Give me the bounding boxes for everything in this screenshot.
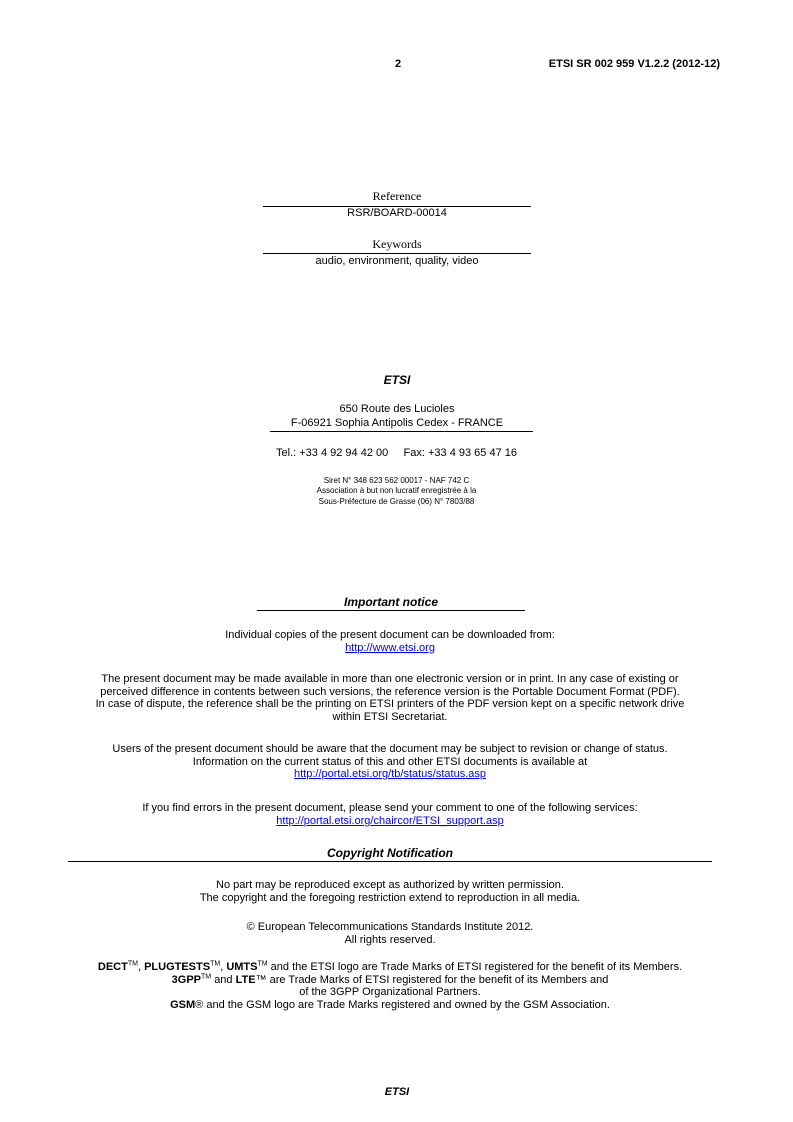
notice-para3-line: If you find errors in the present document, please send your comment to one of the following services:: [142, 802, 638, 814]
siret-line: Siret N° 348 623 562 00017 - NAF 742 C: [323, 476, 470, 485]
notice-para2: [50, 743, 730, 781]
keywords-label: Keywords: [372, 237, 422, 251]
address-line1: 650 Route des Lucioles: [339, 403, 455, 415]
download-link-wrap: [60, 642, 720, 655]
dect-mark: DECT: [97, 961, 128, 973]
association-line: Association à but non lucratif enregistrée à la: [316, 486, 477, 495]
footer-org: ETSI: [384, 1086, 410, 1098]
copyright-title: Copyright Notification: [327, 846, 453, 860]
notice-para1-line: The present document may be made available in more than one electronic version or in print. In any case of existing or: [101, 673, 679, 685]
notice-para1-line: perceived difference in contents between such versions, the reference version is the Portable Document Format (PDF).: [100, 685, 680, 698]
trademark-line-1: DECT™, PLUGTESTS™, UMTS™ and the ETSI logo are Trade Marks of ETSI registered for the benefit of its Members.: [97, 960, 683, 973]
trademark-line-4: [30, 999, 750, 1012]
keywords-rule: [263, 253, 531, 254]
notice-para1-line: within ETSI Secretariat.: [332, 710, 448, 723]
trademark-text: and: [214, 973, 233, 986]
fax-number: Fax: +33 4 93 65 47 16: [403, 447, 517, 459]
tm-mark: TM: [257, 960, 268, 968]
copyright-line: The copyright and the foregoing restriction extend to reproduction in all media.: [199, 891, 581, 904]
plugtests-mark: PLUGTESTS: [144, 961, 211, 973]
tm-mark: TM: [201, 972, 212, 980]
notice-para3: [50, 802, 730, 827]
umts-mark: UMTS: [226, 961, 258, 973]
lte-mark: LTE: [235, 973, 256, 986]
copyright-text: [50, 879, 730, 904]
3gpp-mark: 3GPP: [171, 973, 202, 986]
reference-value: RSR/BOARD-00014: [347, 207, 447, 219]
reference-label: Reference: [372, 189, 422, 203]
trademark-text: ™ are Trade Marks of ETSI registered for the benefit of its Members and: [255, 973, 609, 986]
support-link[interactable]: http://portal.etsi.org/chaircor/ETSI_support.asp: [276, 814, 504, 827]
important-notice-rule: [257, 610, 525, 611]
notice-para2-line: Users of the present document should be aware that the document may be subject to revision or change of status.: [112, 743, 668, 755]
phone-number: Tel.: +33 4 92 94 42 00: [276, 447, 389, 459]
notice-para1: [50, 673, 730, 723]
copyright-line: All rights reserved.: [344, 933, 436, 946]
status-link[interactable]: http://portal.etsi.org/tb/status/status.asp: [294, 768, 486, 780]
tm-mark: TM: [127, 960, 138, 968]
trademark-block: [30, 961, 750, 1011]
trademark-text: ® and the GSM logo are Trade Marks registered and owned by the GSM Association.: [195, 998, 610, 1011]
gsm-mark: GSM: [170, 998, 196, 1011]
keywords-value: audio, environment, quality, video: [315, 255, 479, 267]
contact-line: [240, 447, 553, 460]
address-rule: [270, 431, 533, 432]
copyright-line: No part may be reproduced except as authorized by written permission.: [216, 879, 564, 891]
copyright-line: © European Telecommunications Standards Institute 2012.: [246, 921, 534, 933]
page-number: 2: [394, 58, 402, 70]
notice-para1-line: In case of dispute, the reference shall be the printing on ETSI printers of the PDF version kept on a specific network drive: [95, 698, 685, 710]
copyright-owner: [50, 921, 730, 946]
document-id: ETSI SR 002 959 V1.2.2 (2012-12): [548, 58, 720, 70]
etsi-website-link[interactable]: http://www.etsi.org: [345, 642, 435, 654]
copyright-rule: [68, 861, 712, 862]
download-text: Individual copies of the present document can be downloaded from:: [225, 629, 555, 641]
trademark-line-2: [30, 974, 750, 987]
address-line2: F-06921 Sophia Antipolis Cedex - FRANCE: [290, 417, 504, 429]
trademark-line-3: of the 3GPP Organizational Partners.: [299, 986, 481, 998]
important-notice-title: Important notice: [343, 595, 438, 609]
org-name: ETSI: [383, 373, 411, 387]
tm-mark: TM: [210, 960, 221, 968]
prefecture-line: Sous-Préfecture de Grasse (06) N° 7803/88: [318, 497, 475, 506]
trademark-text: and the ETSI logo are Trade Marks of ETSI registered for the benefit of its Members.: [270, 961, 683, 973]
notice-para2-line: Information on the current status of this and other ETSI documents is available at: [192, 755, 588, 768]
